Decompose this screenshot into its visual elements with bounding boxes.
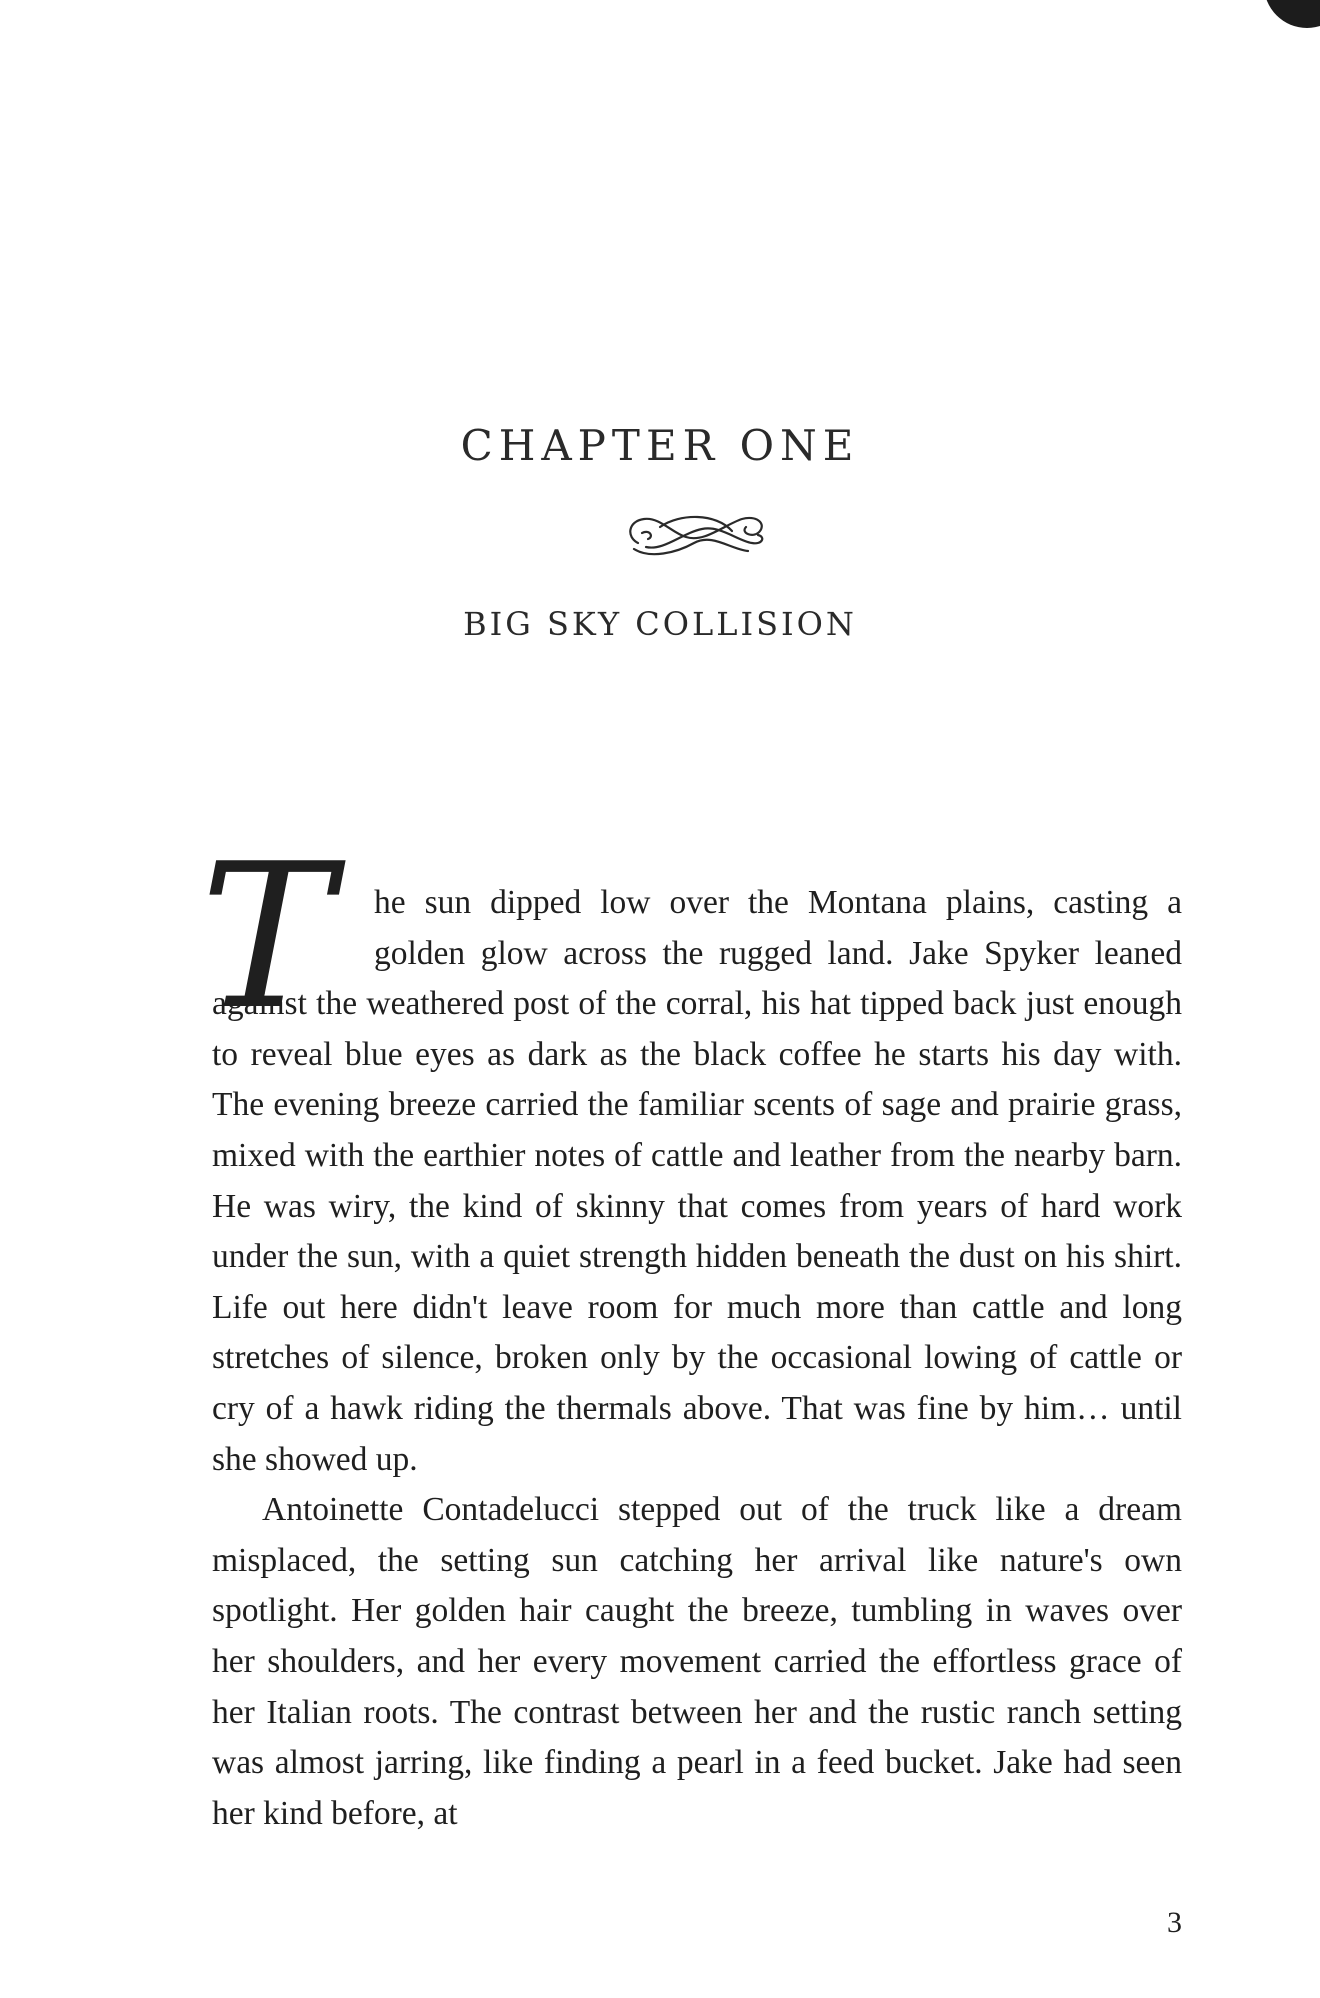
corner-tab-mark xyxy=(1264,0,1320,28)
drop-cap-letter: T xyxy=(200,821,330,1054)
paragraph-1 xyxy=(200,821,1182,1485)
chapter-label: CHAPTER ONE xyxy=(460,421,860,470)
flourish-ornament-icon xyxy=(620,503,770,565)
body-text xyxy=(200,821,1182,1839)
paragraph-2: Antoinette Contadelucci stepped out of the truck like a dream misplaced, the setting sun catching her arrival like nature's own spotlight. Her golden hair caught the breeze, tumbling in waves over her shoulders, and her every movement carried the effortless grace of her Italian roots. The contrast between her and the rustic ranch setting was almost jarring, like finding a pearl in a feed bucket. Jake had seen her kind before, at xyxy=(212,1491,1182,1832)
paragraph-1-text: he sun dipped low over the Montana plains, casting a golden glow across the rugged land. Jake Spyker leaned against the weathered post of the corral, his hat tipped back just enough to reveal blue eyes as dark as the black coffee he starts his day with. The evening breeze carried the familiar scents of sage and prairie grass, mixed with the earthier notes of cattle and leather from the nearby barn. He was wiry, the kind of skinny that comes from years of hard work under the sun, with a quiet strength hidden beneath the dust on his shirt. Life out here didn't leave room for much more than cattle and long stretches of silence, broken only by the occasional lowing of cattle or cry of a hawk riding the thermals above. That was fine by him… until she showed up. xyxy=(212,884,1182,1478)
chapter-title: BIG SKY COLLISION xyxy=(463,605,857,643)
page-number: 3 xyxy=(1167,1906,1182,1939)
drop-cap-container xyxy=(200,821,372,1054)
